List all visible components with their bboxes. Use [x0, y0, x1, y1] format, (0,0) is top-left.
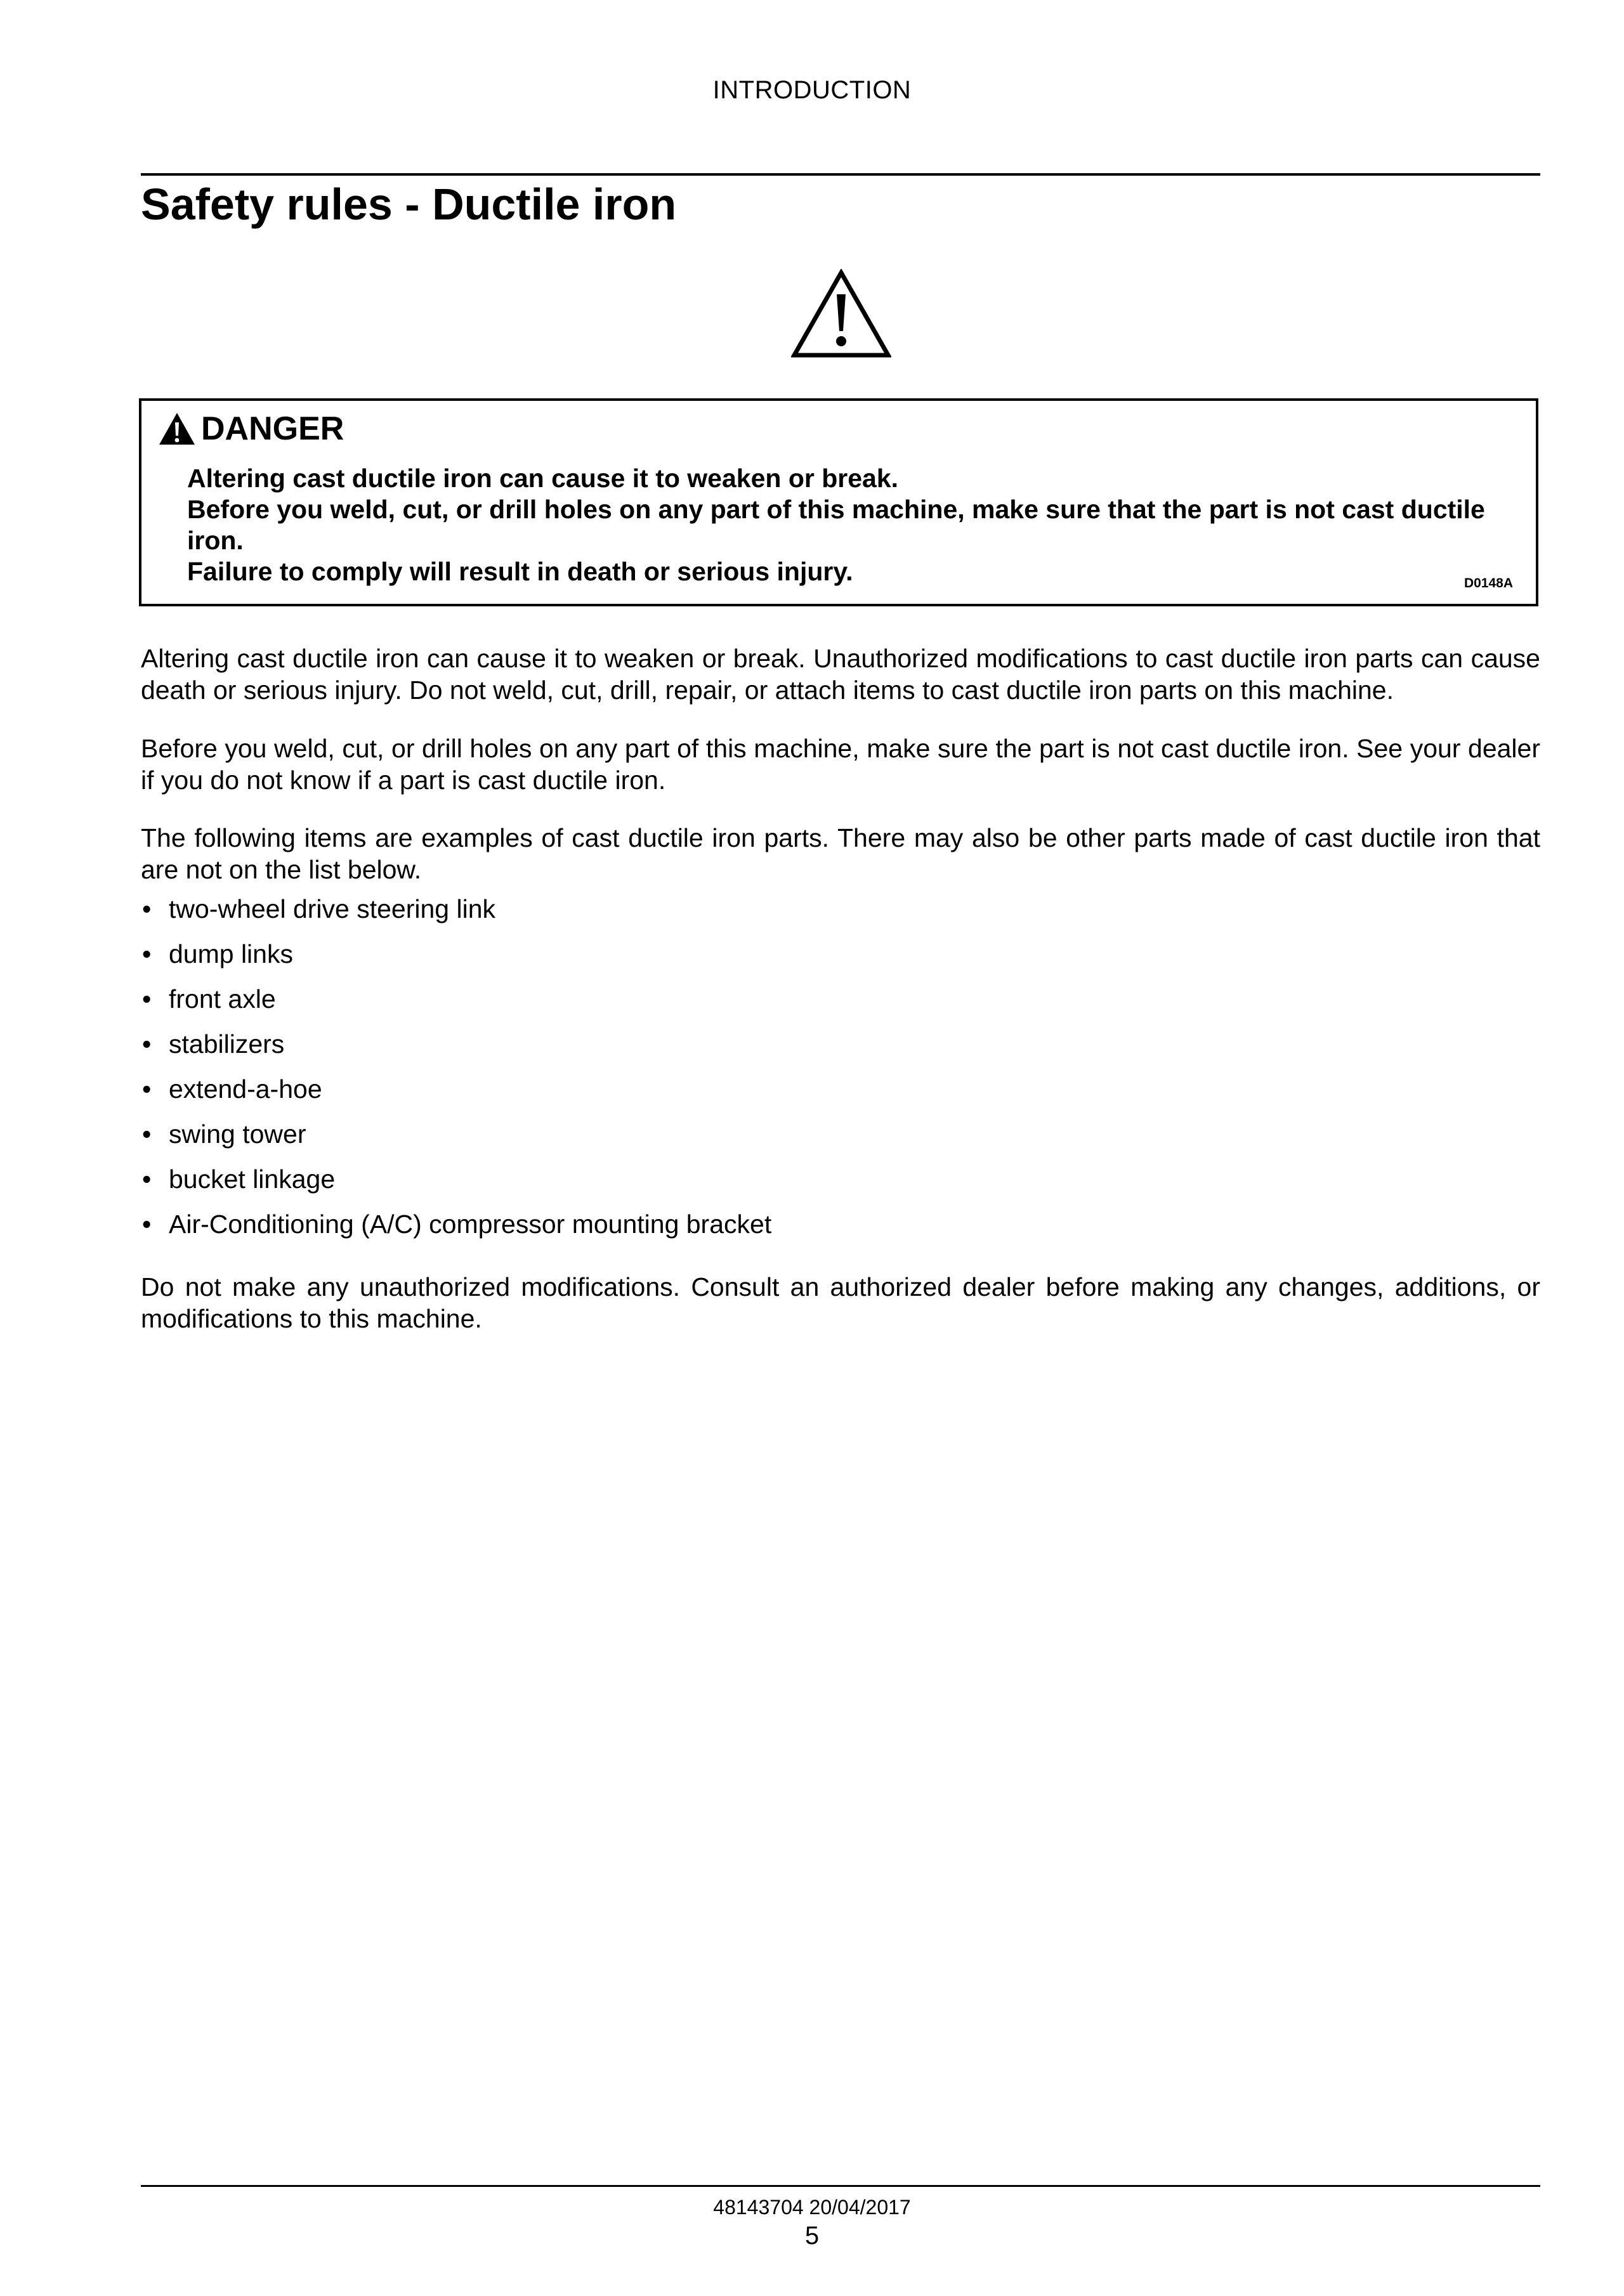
- list-item: • two-wheel drive steering link: [142, 894, 496, 923]
- list-item: • Air-Conditioning (A/C) compressor mounting bracket: [142, 1210, 772, 1239]
- list-item: • front axle: [142, 984, 276, 1014]
- list-item: • stabilizers: [142, 1029, 285, 1059]
- danger-code: D0148A: [1464, 576, 1513, 590]
- list-item: • bucket linkage: [142, 1164, 336, 1194]
- ductile-iron-parts-list: [141, 893, 771, 1253]
- section-header: INTRODUCTION: [712, 76, 912, 104]
- bottom-divider: [141, 2185, 1540, 2187]
- danger-header: [158, 410, 344, 448]
- danger-message: [187, 463, 1519, 587]
- list-item: • swing tower: [142, 1119, 306, 1149]
- list-item: • dump links: [142, 939, 293, 969]
- top-divider: [141, 173, 1540, 176]
- danger-line: Failure to comply will result in death or serious injury.: [187, 557, 853, 586]
- warning-triangle-icon: [791, 269, 891, 359]
- footer-doc-info: 48143704 20/04/2017: [713, 2196, 911, 2219]
- paragraph-altering: Altering cast ductile iron can cause it to weaken or break. Unauthorized modifications to cast ductile iron parts can cause death or serious injury. Do not weld, cut, drill, repair, or attach items to cast ductile iron parts on this machine.: [141, 644, 1540, 705]
- paragraph-before-weld: Before you weld, cut, or drill holes on any part of this machine, make sure the part is not cast ductile iron. See your dealer if you do not know if a part is cast ductile iron.: [141, 734, 1540, 795]
- danger-line: Altering cast ductile iron can cause it to weaken or break.: [187, 464, 899, 493]
- paragraph-closing: Do not make any unauthorized modifications. Consult an authorized dealer before making any changes, additions, or modifications to this machine.: [141, 1272, 1540, 1333]
- danger-notice: [139, 398, 1538, 606]
- danger-line: Before you weld, cut, or drill holes on any part of this machine, make sure that the part is not cast ductile iron.: [187, 495, 1485, 555]
- danger-label: DANGER: [201, 410, 344, 447]
- paragraph-examples: The following items are examples of cast ductile iron parts. There may also be other parts made of cast ductile iron that are not on the list below.: [141, 823, 1540, 884]
- danger-triangle-icon: [158, 412, 196, 446]
- page-number: 5: [804, 2222, 820, 2250]
- list-item: • extend-a-hoe: [142, 1074, 322, 1104]
- page-title: Safety rules - Ductile iron: [141, 179, 677, 229]
